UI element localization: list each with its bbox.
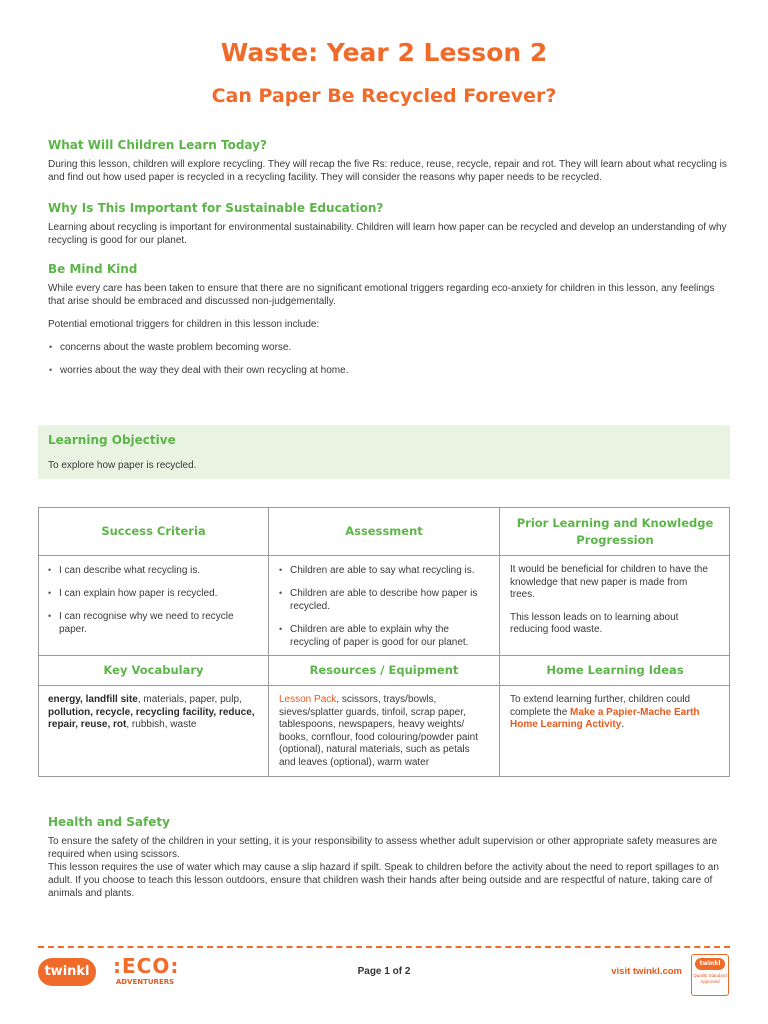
home-learning-link[interactable]: Make a Papier-Mache Earth Home Learning Activity <box>510 706 700 730</box>
seal-logo: twinkl <box>695 958 725 970</box>
assessment-item: • Children are able to explain why the recycling of paper is good for our planet. <box>278 623 490 649</box>
success-item: • I can describe what recycling is. <box>47 564 257 577</box>
trigger-bullet: • concerns about the waste problem becoming worse. <box>48 341 730 354</box>
section-why-heading: Why Is This Important for Sustainable Education? <box>48 201 384 215</box>
lesson-table <box>38 507 730 777</box>
vocab-bold: pollution, recycle, recycling facility, reduce, repair, reuse, rot <box>48 706 255 730</box>
vocab-bold: energy, landfill site <box>48 694 138 705</box>
prior-item: This lesson leads on to learning about reducing food waste. <box>510 611 679 635</box>
section-mind-text: While every care has been taken to ensure that there are no significant emotional triggers regarding eco-anxiety for children in this lesson, any feelings that arise should be embraced and discussed non-judgementally. <box>48 283 715 307</box>
health-safety-text: This lesson requires the use of water which may cause a slip hazard if spilt. Speak to children before the activity about the need to report spillages to an adult. If you choose to teach this lesson outdoors, ensure that children wash their hands after being outside and are respectful of nature, taking care of animals and plants. <box>48 862 719 899</box>
footer-divider <box>38 946 730 948</box>
success-item: • I can explain how paper is recycled. <box>47 587 257 600</box>
resources-text: , scissors, trays/bowls, sieves/splatter guards, tinfoil, scrap paper, tablespoons, newspapers, heavy weights/ books, cornflour, food colouring/powder paint (optional), natural materials, such as petals and leaves (optional), warm water <box>279 694 479 768</box>
eco-logo-subtext: ADVENTURERS <box>115 978 175 986</box>
health-safety-text: To ensure the safety of the children in your setting, it is your responsibility to assess whether adult supervision or other appropriate safety measures are required when using scissors. <box>48 836 718 860</box>
vocabulary-cell <box>48 694 260 732</box>
table-divider <box>39 555 729 556</box>
section-mind-kind <box>48 262 730 377</box>
section-why-text: Learning about recycling is important for environmental sustainability. Children will learn how paper can be recycled and develop an understanding of why recycling is good for our planet. <box>48 222 727 246</box>
health-safety-heading: Health and Safety <box>48 815 170 829</box>
header-key-vocabulary: Key Vocabulary <box>103 663 204 677</box>
lesson-subtitle: Can Paper Be Recycled Forever? <box>211 85 557 107</box>
section-mind-triggers-intro: Potential emotional triggers for children in this lesson include: <box>48 319 320 330</box>
vocab-text: , rubbish, waste <box>126 719 197 730</box>
header-success-criteria: Success Criteria <box>101 524 206 538</box>
prior-learning-cell <box>510 564 710 647</box>
lesson-pack-link[interactable]: Lesson Pack <box>279 694 337 705</box>
section-mind-heading: Be Mind Kind <box>48 262 138 276</box>
seal-text: Quality Standard Approved <box>693 973 727 984</box>
header-resources: Resources / Equipment <box>309 663 459 677</box>
table-divider <box>39 685 729 686</box>
section-why <box>48 201 730 247</box>
assessment-item: • Children are able to describe how paper is recycled. <box>278 587 490 613</box>
lesson-title: Waste: Year 2 Lesson 2 <box>220 38 548 67</box>
learning-objective-text: To explore how paper is recycled. <box>48 460 197 471</box>
header-assessment: Assessment <box>345 524 423 538</box>
success-criteria-cell <box>47 564 257 646</box>
visit-twinkl-link[interactable]: visit twinkl.com <box>611 966 682 977</box>
home-learning-cell <box>510 694 720 732</box>
assessment-cell <box>278 564 490 659</box>
header-home-learning: Home Learning Ideas <box>546 663 684 677</box>
section-health-safety <box>48 815 730 900</box>
section-learn-heading: What Will Children Learn Today? <box>48 138 267 152</box>
header-prior-learning: Prior Learning and Knowledge Progression <box>516 515 714 547</box>
home-learning-end: . <box>621 719 625 730</box>
prior-item: It would be beneficial for children to have the knowledge that new paper is made from trees. <box>510 564 708 600</box>
section-learn <box>48 138 730 184</box>
assessment-item: • Children are able to say what recycling is. <box>278 564 490 577</box>
home-learning-text: To extend learning further, children could complete the <box>510 694 691 718</box>
section-learn-text: During this lesson, children will explore recycling. They will recap the five Rs: reduce, reuse, recycle, repair and rot. They will learn about what recycling is and find out how used paper is recycled in a recycling facility. They will consider the reasons why paper needs to be recycled. <box>48 159 727 183</box>
vocab-text: , materials, paper, pulp, <box>137 694 242 705</box>
learning-objective-box <box>38 425 730 479</box>
learning-objective-heading: Learning Objective <box>48 433 176 447</box>
page-number: Page 1 of 2 <box>357 966 411 977</box>
eco-logo-text: :ECO: <box>113 954 180 978</box>
success-item: • I can recognise why we need to recycle paper. <box>47 610 257 636</box>
trigger-bullet: • worries about the way they deal with their own recycling at home. <box>48 364 730 377</box>
quality-standard-seal <box>691 954 729 996</box>
resources-cell <box>279 694 487 769</box>
twinkl-logo[interactable]: twinkl <box>38 958 96 986</box>
